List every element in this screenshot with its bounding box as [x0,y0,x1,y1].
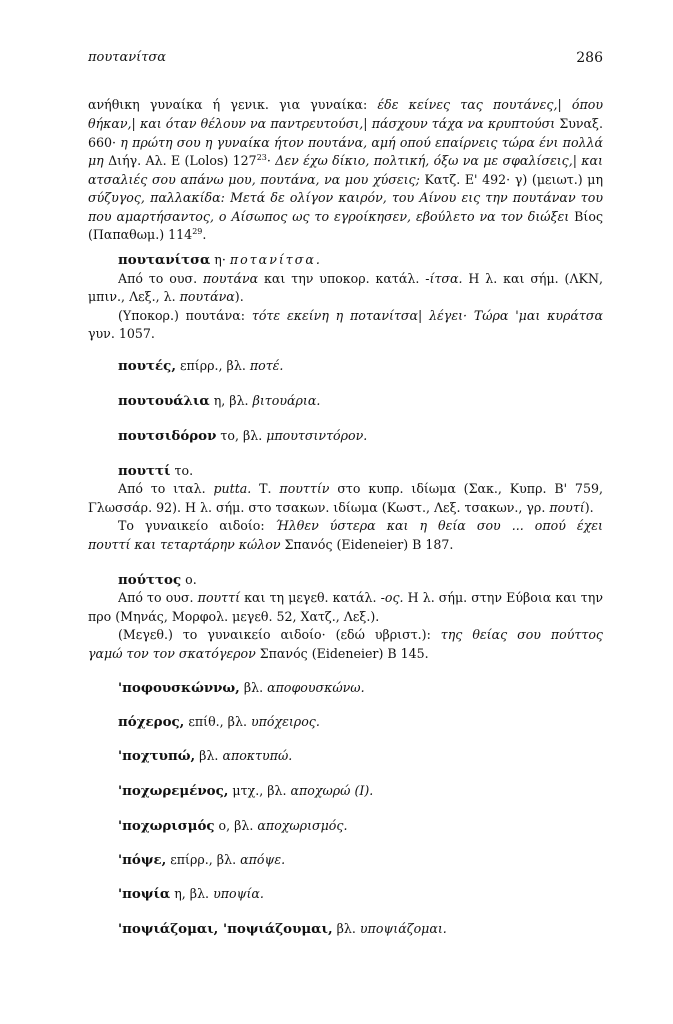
text-line [88,189,603,207]
text: Βίος [574,209,603,224]
text: ο, βλ. [214,818,258,833]
headword: 'ποχτυπώ, [118,748,196,764]
running-head: πουτανίτσα [88,50,167,65]
italic-text: γαμώ τον τον σκατόγερον [88,646,260,661]
entry-headword-line [118,920,603,938]
entry-headword-line [118,747,603,765]
text: Διήγ. Αλ. Ε (Lolos) 127 [108,153,257,168]
entry-headword-line [118,251,603,269]
headword: πουτές, [118,358,176,374]
italic-text: υποψία. [213,886,264,901]
italic-text: έδε κείνες τας πουτάνες,| όπου [377,97,603,112]
text: επίθ., βλ. [184,714,251,729]
italic-text: αποφουσκώνω. [267,680,365,695]
text: Σπανός (Eideneier) Β 145. [259,646,429,661]
italic-text: πουττί και τεταρτάρην κώλον [88,537,285,552]
text: 660· [88,135,121,150]
page-number: 286 [576,50,603,66]
entry-headword-line [118,392,603,410]
text-line [118,270,603,288]
text: Από το ουσ. [118,271,203,286]
italic-text: Δεν έχω δίκιο, πολτική, όξω να με σφαλίσεις,| και [275,153,603,168]
italic-text: τότε εκείνη η ποτανίτσα| λέγει· Τώρα 'μαι κυράτσα [251,308,603,323]
text-line [118,480,603,498]
text-line [118,626,603,644]
text-line [88,96,603,114]
italic-text: υπόχειρος. [250,714,320,729]
italic-text: Ήλθεν ύστερα και η θεία σου ... οπού έχει [275,518,603,533]
text: μπιν., Λεξ., λ. [88,289,180,304]
italic-text: μπουτσιντόρον. [266,428,368,443]
text: μτχ., βλ. [228,783,291,798]
italic-text: η πρώτη σου η γυναίκα ήτον πουτάνα, αμή οπού επαίρνεις τώρα ένι πολλά [120,135,603,150]
text-line [118,307,603,325]
text-line [88,288,603,306]
italic-text: της θείας σου πούττος [440,627,603,642]
superscript: 29 [192,226,203,236]
text: ποτανίτσα. [229,252,322,267]
text: βλ. [195,748,223,763]
headword: πούττος [118,572,182,588]
text-line [88,499,603,517]
headword: πουτανίτσα [118,252,211,268]
text-line [88,115,603,133]
text: Από το ουσ. [118,590,198,605]
headword: 'ποψιάζομαι, 'ποψιάζουμαι, [118,921,333,937]
entry-headword-line [118,782,603,800]
text: Γλωσσάρ. 92). Η λ. σήμ. στο τσακων. ιδίωμα (Κωστ., Λεξ. τσακων., γρ. [88,500,550,515]
headword: πουτουάλια [118,393,210,409]
italic-text: πουττίν [279,481,330,496]
italic-text: putta. [213,481,252,496]
entry-headword-line [118,679,603,697]
text: · [266,153,276,168]
text: επίρρ., βλ. [166,852,241,867]
text-line [88,325,603,343]
text: το, βλ. [216,428,267,443]
text: στο κυπρ. ιδίωμα (Σακ., Κυπρ. Β' 759, [337,481,603,496]
text: Η λ. σήμ. στην Εύβοια και την [407,590,603,605]
headword: 'ποχωρεμένος, [118,783,229,799]
italic-text: απόψε. [240,852,286,867]
text: επίρρ., βλ. [176,358,250,373]
text: Τ. [251,481,280,496]
text-line [88,536,603,554]
headword: πόχερος, [118,714,185,730]
text: το. [170,463,194,478]
italic-text: βιτουάρια. [252,393,321,408]
text: η· [210,252,230,267]
text: (Υποκορ.) πουτάνα: [118,308,252,323]
text-line [88,171,603,189]
italic-text: υποψιάζομαι. [359,921,447,936]
text: γυν. 1057. [88,326,155,341]
italic-text: πουτάνα [179,289,235,304]
text-line [88,134,603,152]
headword: 'πόψε, [118,852,167,868]
text: και την υποκορ. κατάλ. [258,271,426,286]
entry-headword-line [118,713,603,731]
entry-headword-line [118,462,603,480]
entry-headword-line [118,427,603,445]
text: προ (Μηνάς, Μορφολ. μεγεθ. 52, Χατζ., Λεξ.). [88,609,380,624]
italic-text: -ος. [380,590,404,605]
italic-text: αποχωρώ (Ι). [290,783,374,798]
headword: 'ποφουσκώννω, [118,680,240,696]
text-line [88,208,603,226]
italic-text: πουττί [197,590,241,605]
superscript: 23 [256,152,267,162]
italic-text: μη [88,153,109,168]
text: Συναξ. [559,116,603,131]
text: και τη μεγεθ. κατάλ. [240,590,381,605]
italic-text: αποχωρισμός. [257,818,348,833]
text: βλ. [332,921,360,936]
headword: πουτσιδόρον [118,428,217,444]
headword: 'ποχωρισμός [118,818,215,834]
text: η, βλ. [170,886,214,901]
text: (Παπαθωμ.) 114 [88,227,193,242]
text: Η λ. και σήμ. (ΛΚΝ, [468,271,603,286]
italic-text: ατσαλιές σου απάνω μου, πουτάνα, να μου χύσεις; [88,172,425,187]
headword: 'ποψία [118,886,171,902]
italic-text: πουτί [549,500,585,515]
text-line [118,589,603,607]
text: ). [584,500,594,515]
italic-text: αποκτυπώ. [222,748,293,763]
text-line [88,152,603,170]
text: η, βλ. [209,393,253,408]
text: Κατζ. Ε' 492· γ) (μειωτ.) μη [424,172,603,187]
italic-text: θήκαν,| και όταν θέλουν να παντρευτούσι,| πάσχουν τάχα να κρυπτούσι [88,116,560,131]
text: ). [234,289,244,304]
headword: πουττί [118,463,171,479]
text-line [88,645,603,663]
entry-headword-line [118,851,603,869]
text: (Μεγεθ.) το γυναικείο αιδοίο· (εδώ υβριστ.): [118,627,441,642]
text-line [118,517,603,535]
text: Από το ιταλ. [118,481,214,496]
text-line [88,226,603,244]
italic-text: ποτέ. [249,358,284,373]
text: Το γυναικείο αιδοίο: [118,518,276,533]
text-line [88,608,603,626]
entry-headword-line [118,571,603,589]
italic-text: που αμαρτήσαντος, ο Αίσωπος ως το εγροίκησεν, εβούλετο να τον διώξει [88,209,575,224]
entry-headword-line [118,817,603,835]
text: ο. [181,572,197,587]
text: βλ. [239,680,268,695]
italic-text: -ίτσα. [425,271,463,286]
text: ανήθικη γυναίκα ή γενικ. για γυναίκα: [88,97,378,112]
italic-text: πουτάνα [203,271,259,286]
text: Σπανός (Eideneier) Β 187. [284,537,454,552]
italic-text: σύζυγος, παλλακίδα: Μετά δε ολίγον καιρόν, του Αίνου εις την πουτάναν του [88,190,603,205]
text: . [202,227,207,242]
entry-headword-line [118,357,603,375]
entry-headword-line [118,885,603,903]
